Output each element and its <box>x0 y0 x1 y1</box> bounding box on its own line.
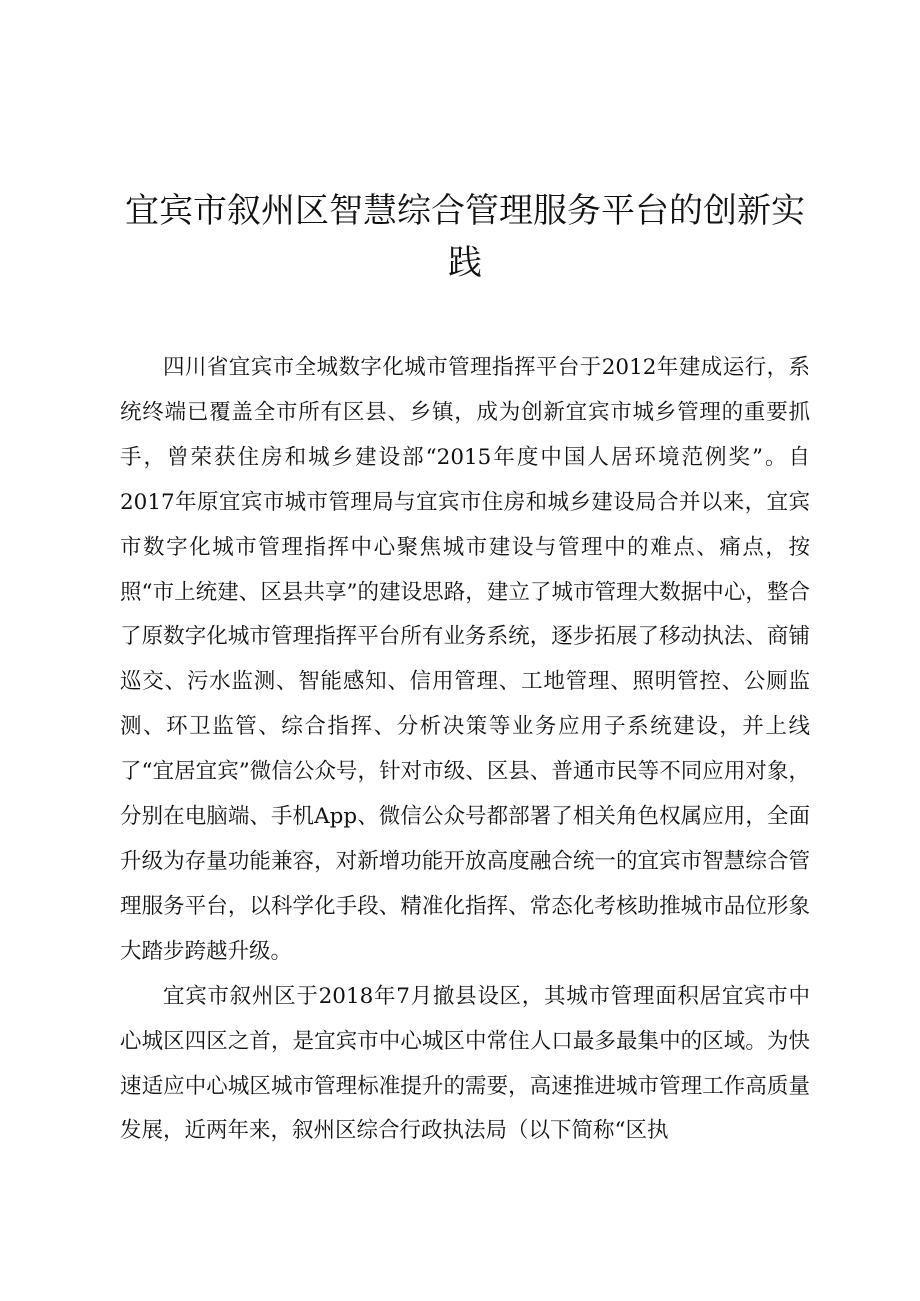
body-paragraph-2: 宜宾市叙州区于2018年7月撤县设区，其城市管理面积居宜宾市中心城区四区之首，是宜宾市中心城区中常住人口最多最集中的区域。为快速适应中心城区城市管理标准提升的需要，高速推进城市管理工作高质量发展，近两年来，叙州区综合行政执法局（以下简称“区执 <box>120 983 810 1144</box>
document-body <box>120 346 810 1154</box>
body-paragraph-1: 四川省宜宾市全城数字化城市管理指挥平台于2012年建成运行，系统终端已覆盖全市所有区县、乡镇，成为创新宜宾市城乡管理的重要抓手，曾荣获住房和城乡建设部“2015年度中国人居环境范例奖”。自2017年原宜宾市城市管理局与宜宾市住房和城乡建设局合并以来，宜宾市数字化城市管理指挥中心聚焦城市建设与管理中的难点、痛点，按照“市上统建、区县共享”的建设思路，建立了城市管理大数据中心，整合了原数字化城市管理指挥平台所有业务系统，逐步拓展了移动执法、商铺巡交、污水监测、智能感知、信用管理、工地管理、照明管控、公厕监测、环卫监管、综合指挥、分析决策等业务应用子系统建设，并上线了“宜居宜宾”微信公众号，针对市级、区县、普通市民等不同应用对象，分别在电脑端、手机App、微信公众号都部署了相关角色权属应用，全面升级为存量功能兼容，对新增功能开放高度融合统一的宜宾市智慧综合管理服务平台，以科学化手段、精准化指挥、常态化考核助推城市品位形象大踏步跨越升级。 <box>120 355 810 964</box>
document-title: 宜宾市叙州区智慧综合管理服务平台的创新实践 <box>125 190 805 283</box>
